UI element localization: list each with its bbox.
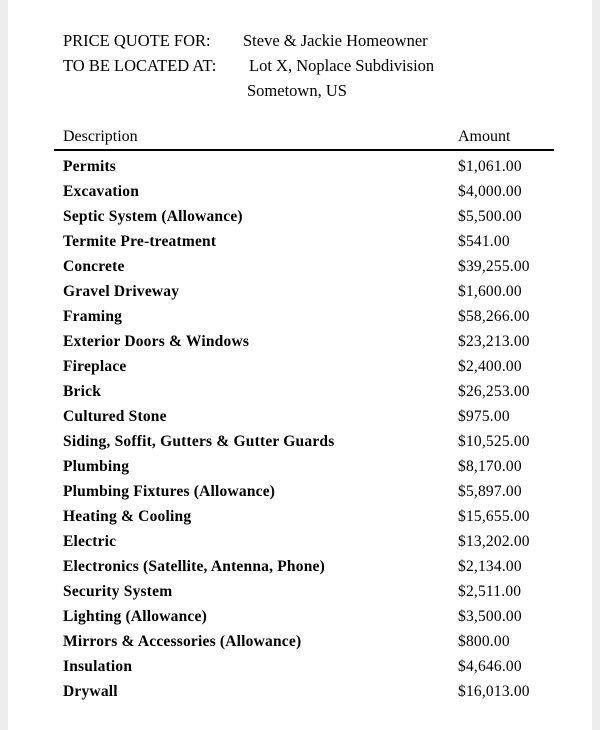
table-row xyxy=(54,379,554,404)
table-row xyxy=(54,579,554,604)
row-amount: $2,134.00 xyxy=(458,558,522,575)
row-description: Electric xyxy=(63,533,117,550)
row-description: Electronics (Satellite, Antenna, Phone) xyxy=(63,558,325,575)
table-row xyxy=(54,504,554,529)
row-amount: $5,897.00 xyxy=(458,483,522,500)
quote-for-line xyxy=(63,28,434,53)
row-description: Drywall xyxy=(63,683,118,700)
table-row xyxy=(54,304,554,329)
row-amount: $26,253.00 xyxy=(458,383,530,400)
table-row xyxy=(54,429,554,454)
row-amount: $2,400.00 xyxy=(458,358,522,375)
table-row xyxy=(54,229,554,254)
row-amount: $2,511.00 xyxy=(458,583,522,600)
row-description: Septic System (Allowance) xyxy=(63,208,243,225)
table-row xyxy=(54,679,554,704)
row-description: Fireplace xyxy=(63,358,127,375)
row-description: Security System xyxy=(63,583,173,600)
quote-for-label: PRICE QUOTE FOR: xyxy=(63,31,211,50)
location-line xyxy=(63,53,434,78)
row-amount: $15,655.00 xyxy=(458,508,530,525)
table-row xyxy=(54,279,554,304)
quote-for-value: Steve & Jackie Homeowner xyxy=(243,31,428,50)
row-description: Lighting (Allowance) xyxy=(63,608,207,625)
location-label: TO BE LOCATED AT: xyxy=(63,56,217,75)
row-amount: $541.00 xyxy=(458,233,510,250)
row-description: Insulation xyxy=(63,658,133,675)
row-amount: $800.00 xyxy=(458,633,510,650)
row-description: Concrete xyxy=(63,258,125,275)
table-row xyxy=(54,329,554,354)
row-amount: $58,266.00 xyxy=(458,308,530,325)
row-amount: $10,525.00 xyxy=(458,433,530,450)
table-row xyxy=(54,554,554,579)
row-amount: $23,213.00 xyxy=(458,333,530,350)
row-description: Plumbing xyxy=(63,458,130,475)
row-description: Exterior Doors & Windows xyxy=(63,333,250,350)
table-row xyxy=(54,604,554,629)
table-row xyxy=(54,454,554,479)
table-body xyxy=(54,154,554,704)
row-description: Cultured Stone xyxy=(63,408,167,425)
row-amount: $8,170.00 xyxy=(458,458,522,475)
row-amount: $16,013.00 xyxy=(458,683,530,700)
table-row xyxy=(54,479,554,504)
table-row xyxy=(54,654,554,679)
location-city: Sometown, US xyxy=(247,81,347,100)
table-row xyxy=(54,179,554,204)
row-amount: $1,600.00 xyxy=(458,283,522,300)
row-description: Excavation xyxy=(63,183,140,200)
column-header-description: Description xyxy=(63,128,138,145)
row-amount: $975.00 xyxy=(458,408,510,425)
table-row xyxy=(54,629,554,654)
row-description: Plumbing Fixtures (Allowance) xyxy=(63,483,276,500)
table-row xyxy=(54,354,554,379)
row-description: Gravel Driveway xyxy=(63,283,180,300)
location-value: Lot X, Noplace Subdivision xyxy=(249,56,435,75)
table-row xyxy=(54,154,554,179)
quote-header xyxy=(63,28,434,103)
table-row xyxy=(54,529,554,554)
row-description: Permits xyxy=(63,158,117,175)
row-description: Mirrors & Accessories (Allowance) xyxy=(63,633,302,650)
row-description: Framing xyxy=(63,308,123,325)
document-page xyxy=(8,0,592,730)
table-header xyxy=(54,126,554,151)
row-description: Termite Pre-treatment xyxy=(63,233,217,250)
row-description: Brick xyxy=(63,383,102,400)
row-description: Siding, Soffit, Gutters & Gutter Guards xyxy=(63,433,335,450)
price-table xyxy=(54,126,554,704)
row-amount: $3,500.00 xyxy=(458,608,522,625)
location-city-line xyxy=(63,78,434,103)
column-header-amount: Amount xyxy=(458,128,511,145)
row-amount: $5,500.00 xyxy=(458,208,522,225)
table-row xyxy=(54,404,554,429)
row-amount: $4,000.00 xyxy=(458,183,522,200)
row-amount: $13,202.00 xyxy=(458,533,530,550)
row-amount: $1,061.00 xyxy=(458,158,522,175)
row-amount: $4,646.00 xyxy=(458,658,522,675)
row-amount: $39,255.00 xyxy=(458,258,530,275)
row-description: Heating & Cooling xyxy=(63,508,192,525)
table-row xyxy=(54,204,554,229)
table-row xyxy=(54,254,554,279)
